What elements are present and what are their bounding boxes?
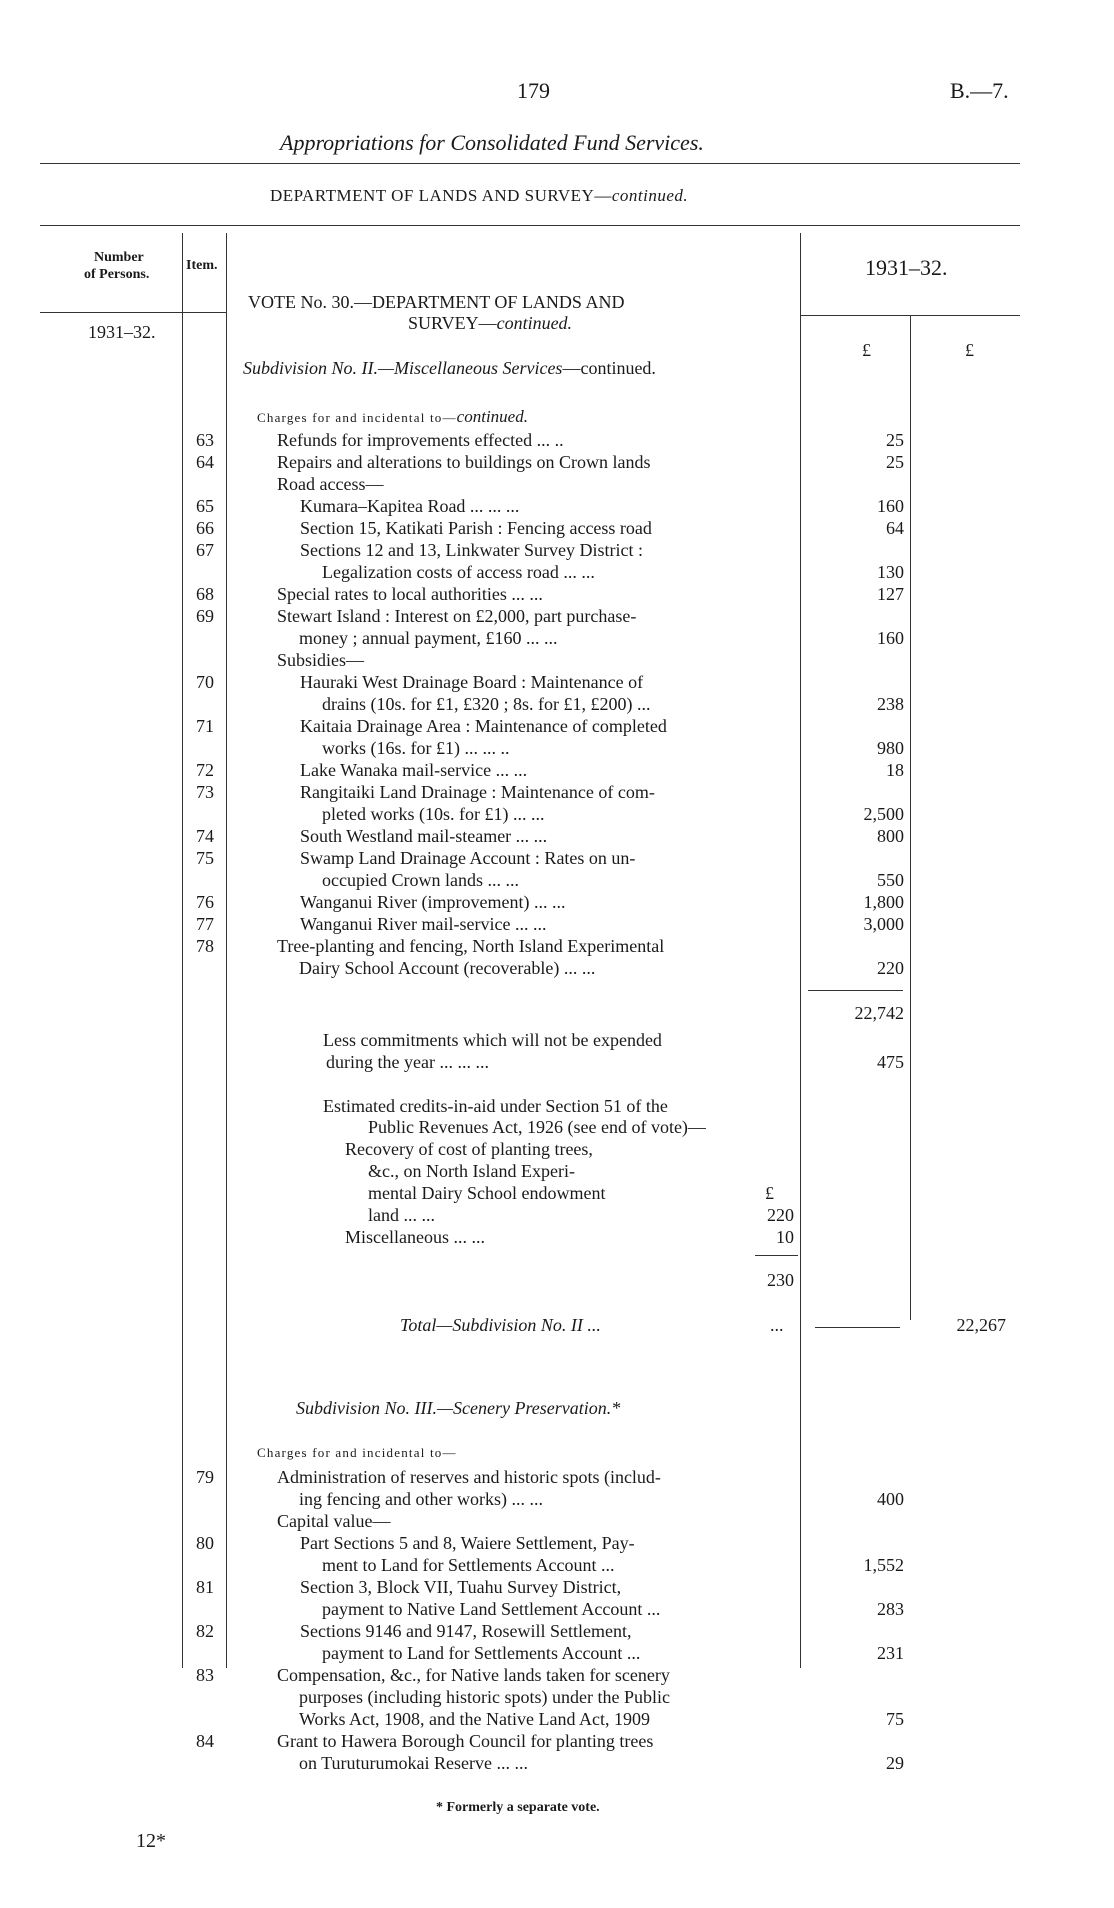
sub2-charges <box>257 407 528 427</box>
col-rule-amount <box>800 233 801 1668</box>
credits-line-7: Miscellaneous ... ... <box>345 1227 485 1247</box>
row-description: Sections 9146 and 9147, Rosewill Settlement, <box>300 1621 632 1641</box>
row-amount: 75 <box>886 1709 904 1729</box>
row-description: Refunds for improvements effected ... .. <box>277 430 564 450</box>
signature-mark: 12* <box>136 1830 166 1852</box>
credits-line-2: Public Revenues Act, 1926 (see end of vote)— <box>368 1117 706 1137</box>
sub2-charges-continued: continued. <box>456 407 528 426</box>
item-number: 83 <box>196 1665 214 1685</box>
item-number: 69 <box>196 606 214 626</box>
row-description: Repairs and alterations to buildings on Crown lands <box>277 452 651 472</box>
item-number: 77 <box>196 914 214 934</box>
item-number: 81 <box>196 1577 214 1597</box>
row-amount: 25 <box>886 452 904 472</box>
row-amount: 3,000 <box>863 914 904 934</box>
sub2-total-amount: 22,267 <box>956 1315 1006 1335</box>
credits-total: 230 <box>767 1270 794 1290</box>
item-number: 76 <box>196 892 214 912</box>
year-under-rule <box>800 315 1020 316</box>
col-rule-persons <box>182 233 183 1668</box>
item-number: 68 <box>196 584 214 604</box>
row-amount: 283 <box>877 1599 904 1619</box>
item-number: 65 <box>196 496 214 516</box>
item-number: 82 <box>196 1621 214 1641</box>
row-description: South Westland mail-steamer ... ... <box>300 826 548 846</box>
page-reference: B.—7. <box>950 78 1009 103</box>
row-description: on Turuturumokai Reserve ... ... <box>299 1753 528 1773</box>
table-top-rule <box>40 225 1020 226</box>
row-description: Swamp Land Drainage Account : Rates on un- <box>300 848 636 868</box>
credits-land-amount: 220 <box>767 1205 794 1225</box>
row-description: occupied Crown lands ... ... <box>322 870 519 890</box>
sub2-total-label: Total—Subdivision No. II ... <box>400 1315 601 1335</box>
row-amount: 18 <box>886 760 904 780</box>
item-number: 64 <box>196 452 214 472</box>
item-number: 78 <box>196 936 214 956</box>
item-number: 73 <box>196 782 214 802</box>
item-number: 66 <box>196 518 214 538</box>
row-description: money ; annual payment, £160 ... ... <box>299 628 558 648</box>
row-amount: 220 <box>877 958 904 978</box>
row-description: Part Sections 5 and 8, Waiere Settlement, Pay- <box>300 1533 635 1553</box>
row-description: drains (10s. for £1, £320 ; 8s. for £1, £200) ... <box>322 694 651 714</box>
row-amount: 2,500 <box>863 804 904 824</box>
item-number: 67 <box>196 540 214 560</box>
vote-heading-1: VOTE No. 30.—DEPARTMENT OF LANDS AND <box>248 292 625 312</box>
item-number: 75 <box>196 848 214 868</box>
less-line-1: Less commitments which will not be expended <box>323 1030 662 1050</box>
sub2-total-dots: ... <box>770 1315 784 1335</box>
row-description: works (16s. for £1) ... ... .. <box>322 738 510 758</box>
credits-misc-amount: 10 <box>776 1227 794 1247</box>
row-description: Kaitaia Drainage Area : Maintenance of completed <box>300 716 667 736</box>
row-description: Kumara–Kapitea Road ... ... ... <box>300 496 520 516</box>
year-header: 1931–32. <box>865 255 948 280</box>
row-amount: 160 <box>877 496 904 516</box>
row-description: Grant to Hawera Borough Council for planting trees <box>277 1731 654 1751</box>
credits-rule <box>755 1255 798 1256</box>
item-number: 63 <box>196 430 214 450</box>
row-amount: 1,552 <box>863 1555 904 1575</box>
less-line-2: during the year ... ... ... <box>326 1052 489 1072</box>
persons-header-1: Number <box>94 250 144 265</box>
credits-line-4: &c., on North Island Experi- <box>368 1161 575 1181</box>
department-continued: continued. <box>611 186 689 205</box>
row-description: Compensation, &c., for Native lands taken for scenery <box>277 1665 670 1685</box>
row-amount: 800 <box>877 826 904 846</box>
sub2-title-continued: —continued. <box>562 358 656 378</box>
row-description: Dairy School Account (recoverable) ... ... <box>299 958 596 978</box>
sub3-charges: Charges for and incidental to— <box>257 1445 457 1460</box>
sub3-title: Subdivision No. III.—Scenery Preservation.* <box>296 1398 621 1418</box>
col-rule-item <box>226 233 227 1668</box>
sub2-title-text: Subdivision No. II.—Miscellaneous Services <box>243 358 563 378</box>
row-description: purposes (including historic spots) under the Public <box>299 1687 670 1707</box>
row-description: payment to Land for Settlements Account ... <box>322 1643 641 1663</box>
row-description: payment to Native Land Settlement Account ... <box>322 1599 661 1619</box>
row-amount: 1,800 <box>863 892 904 912</box>
row-description: Section 15, Katikati Parish : Fencing access road <box>300 518 652 538</box>
subtotal-rule <box>808 990 903 991</box>
row-description: Wanganui River (improvement) ... ... <box>300 892 566 912</box>
department-heading <box>270 186 688 206</box>
item-number: 72 <box>196 760 214 780</box>
item-header: Item. <box>186 258 218 273</box>
row-amount: 550 <box>877 870 904 890</box>
item-number: 71 <box>196 716 214 736</box>
department-name: DEPARTMENT OF LANDS AND SURVEY— <box>270 186 612 205</box>
row-description: pleted works (10s. for £1) ... ... <box>322 804 545 824</box>
credits-pound: £ <box>765 1183 774 1203</box>
credits-line-6: land ... ... <box>368 1205 435 1225</box>
row-amount: 400 <box>877 1489 904 1509</box>
sub2-charges-text: Charges for and incidental to— <box>257 410 457 425</box>
row-description: Hauraki West Drainage Board : Maintenance of <box>300 672 644 692</box>
less-amount: 475 <box>877 1052 904 1072</box>
subtotal-amount: 22,742 <box>854 1003 904 1023</box>
row-description: Tree-planting and fencing, North Island Experimental <box>277 936 665 956</box>
row-amount: 25 <box>886 430 904 450</box>
row-description: Stewart Island : Interest on £2,000, part purchase- <box>277 606 637 626</box>
row-amount: 980 <box>877 738 904 758</box>
credits-line-3: Recovery of cost of planting trees, <box>345 1139 593 1159</box>
row-amount: 238 <box>877 694 904 714</box>
row-description: ment to Land for Settlements Account ... <box>322 1555 615 1575</box>
persons-year: 1931–32. <box>88 322 156 342</box>
row-description: Subsidies— <box>277 650 365 670</box>
page-title: Appropriations for Consolidated Fund Services. <box>280 130 704 155</box>
persons-header-2: of Persons. <box>84 267 150 282</box>
pound-col-b: £ <box>965 340 974 360</box>
credits-line-5: mental Dairy School endowment <box>368 1183 606 1203</box>
row-description: Capital value— <box>277 1511 391 1531</box>
row-description: Administration of reserves and historic spots (includ- <box>277 1467 661 1487</box>
row-amount: 64 <box>886 518 904 538</box>
page-number: 179 <box>517 78 550 103</box>
vote-heading-2 <box>408 313 572 334</box>
row-description: Legalization costs of access road ... ... <box>322 562 595 582</box>
item-number: 80 <box>196 1533 214 1553</box>
item-number: 84 <box>196 1731 214 1751</box>
credits-line-1: Estimated credits-in-aid under Section 51 of the <box>323 1096 668 1116</box>
header-rule <box>40 163 1020 164</box>
row-description: Works Act, 1908, and the Native Land Act, 1909 <box>299 1709 650 1729</box>
persons-under-rule <box>40 312 226 313</box>
sub2-title <box>243 358 656 379</box>
row-amount: 130 <box>877 562 904 582</box>
row-description: Rangitaiki Land Drainage : Maintenance of com- <box>300 782 655 802</box>
sub2-total-rule <box>815 1327 900 1328</box>
item-number: 79 <box>196 1467 214 1487</box>
item-number: 74 <box>196 826 214 846</box>
pound-col-a: £ <box>862 340 871 360</box>
row-description: Road access— <box>277 474 384 494</box>
row-description: Special rates to local authorities ... ... <box>277 584 543 604</box>
row-description: ing fencing and other works) ... ... <box>299 1489 543 1509</box>
row-description: Wanganui River mail-service ... ... <box>300 914 547 934</box>
footnote: * Formerly a separate vote. <box>436 1800 600 1815</box>
row-description: Lake Wanaka mail-service ... ... <box>300 760 528 780</box>
row-amount: 127 <box>877 584 904 604</box>
vote-heading-continued: continued. <box>496 313 573 333</box>
row-description: Section 3, Block VII, Tuahu Survey District, <box>300 1577 622 1597</box>
row-description: Sections 12 and 13, Linkwater Survey District : <box>300 540 643 560</box>
col-rule-total <box>910 315 911 1320</box>
row-amount: 231 <box>877 1643 904 1663</box>
row-amount: 29 <box>886 1753 904 1773</box>
row-amount: 160 <box>877 628 904 648</box>
item-number: 70 <box>196 672 214 692</box>
vote-heading-survey: SURVEY— <box>408 313 497 333</box>
